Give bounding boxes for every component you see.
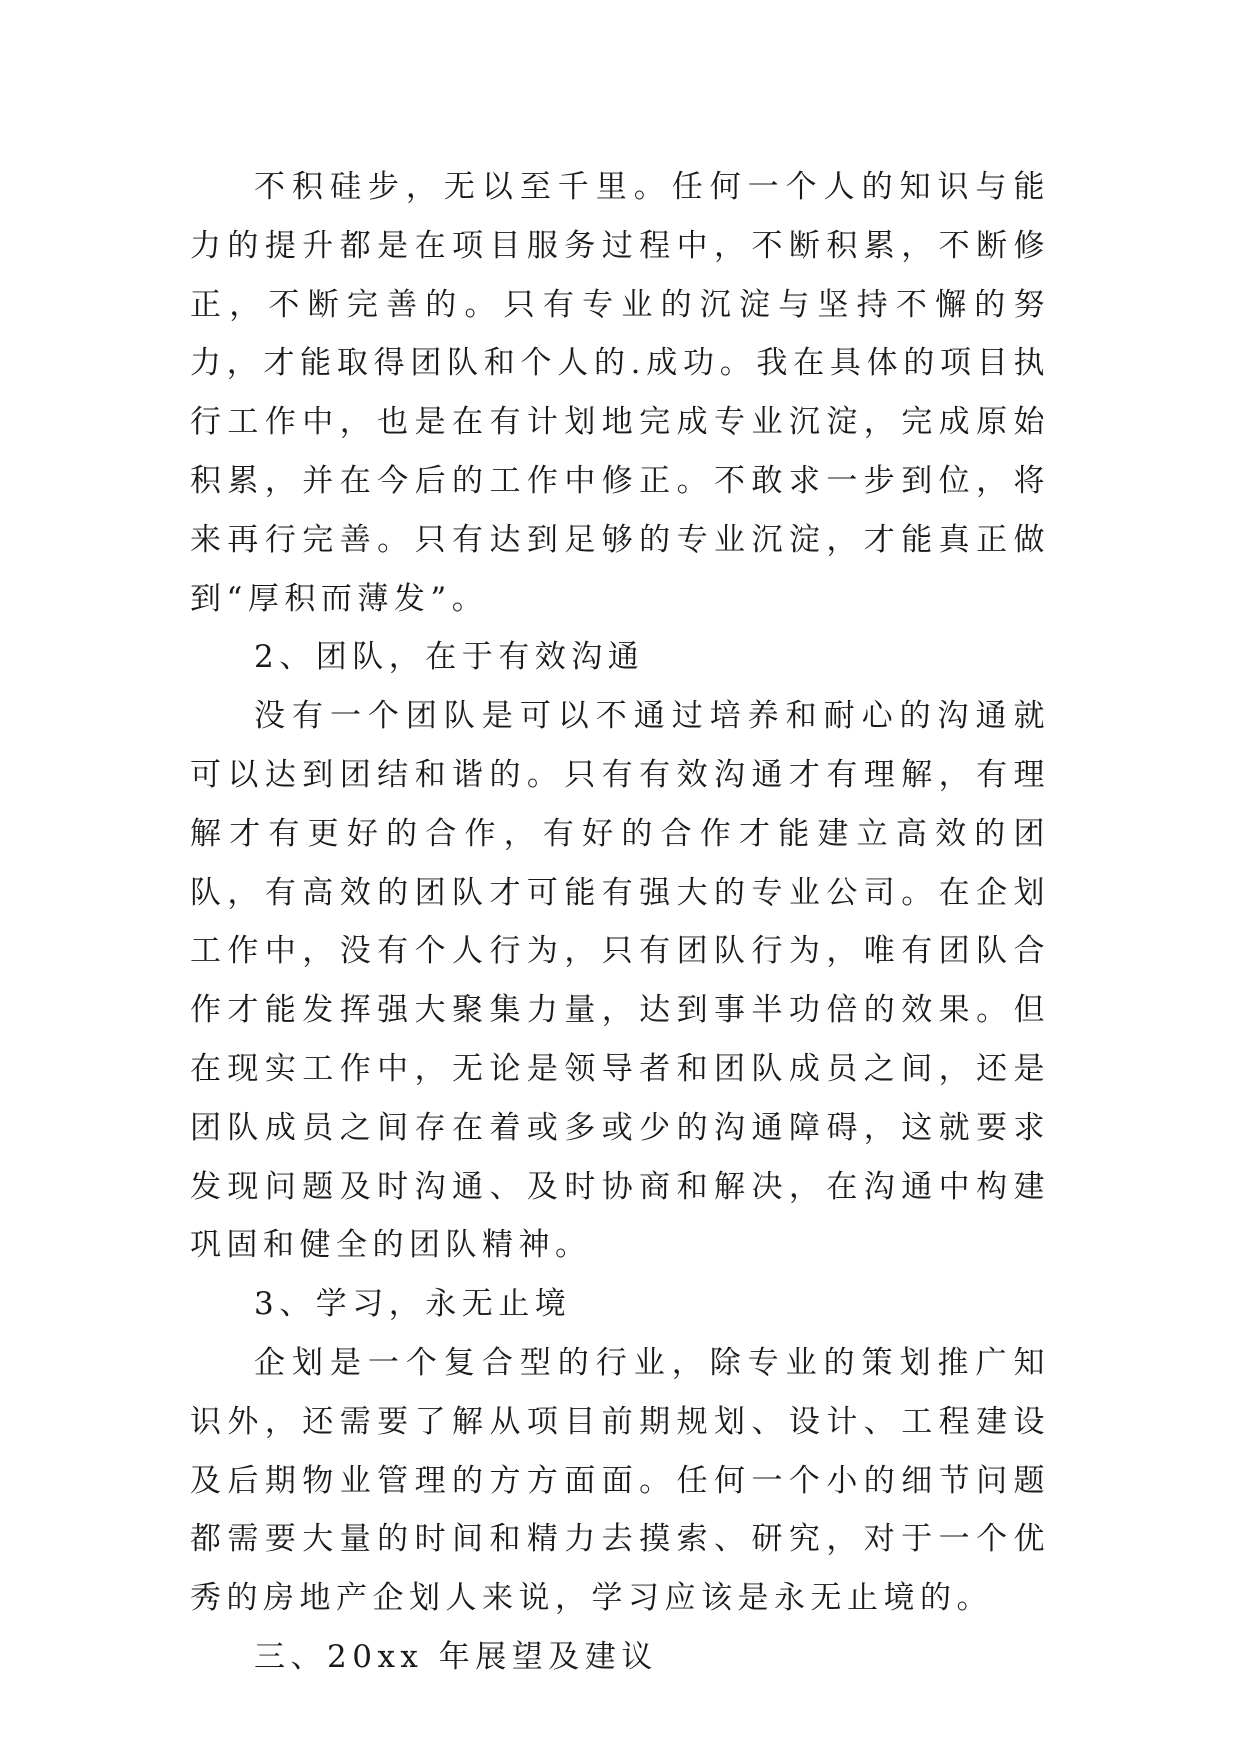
document-body xyxy=(190,158,1050,1687)
paragraph-team: 没有一个团队是可以不通过培养和耐心的沟通就可以达到团结和谐的。只有有效沟通才有理解，有理解才有更好的合作，有好的合作才能建立高效的团队，有高效的团队才可能有强大的专业公司。在企划工作中，没有个人行为，只有团队行为，唯有团队合作才能发挥强大聚集力量，达到事半功倍的效果。但在现实工作中，无论是领导者和团队成员之间，还是团队成员之间存在着或多或少的沟通障碍，这就要求发现问题及时沟通、及时协商和解决，在沟通中构建巩固和健全的团队精神。 xyxy=(190,698,1050,1264)
paragraph-accumulation: 不积硅步，无以至千里。任何一个人的知识与能力的提升都是在项目服务过程中，不断积累，不断修正，不断完善的。只有专业的沉淀与坚持不懈的努力，才能取得团队和个人的.成功。我在具体的项目执行工作中，也是在有计划地完成专业沉淀，完成原始积累，并在今后的工作中修正。不敢求一步到位，将来再行完善。只有达到足够的专业沉淀，才能真正做到“厚积而薄发”。 xyxy=(190,169,1050,617)
section-heading-outlook: 三、20xx 年展望及建议 xyxy=(254,1638,658,1675)
section-heading-team: 2、团队，在于有效沟通 xyxy=(254,639,645,676)
section-heading-learning: 3、学习，永无止境 xyxy=(254,1286,572,1323)
paragraph-learning: 企划是一个复合型的行业，除专业的策划推广知识外，还需要了解从项目前期规划、设计、工程建设及后期物业管理的方方面面。任何一个小的细节问题都需要大量的时间和精力去摸索、研究，对于一个优秀的房地产企划人来说，学习应该是永无止境的。 xyxy=(190,1344,1050,1617)
